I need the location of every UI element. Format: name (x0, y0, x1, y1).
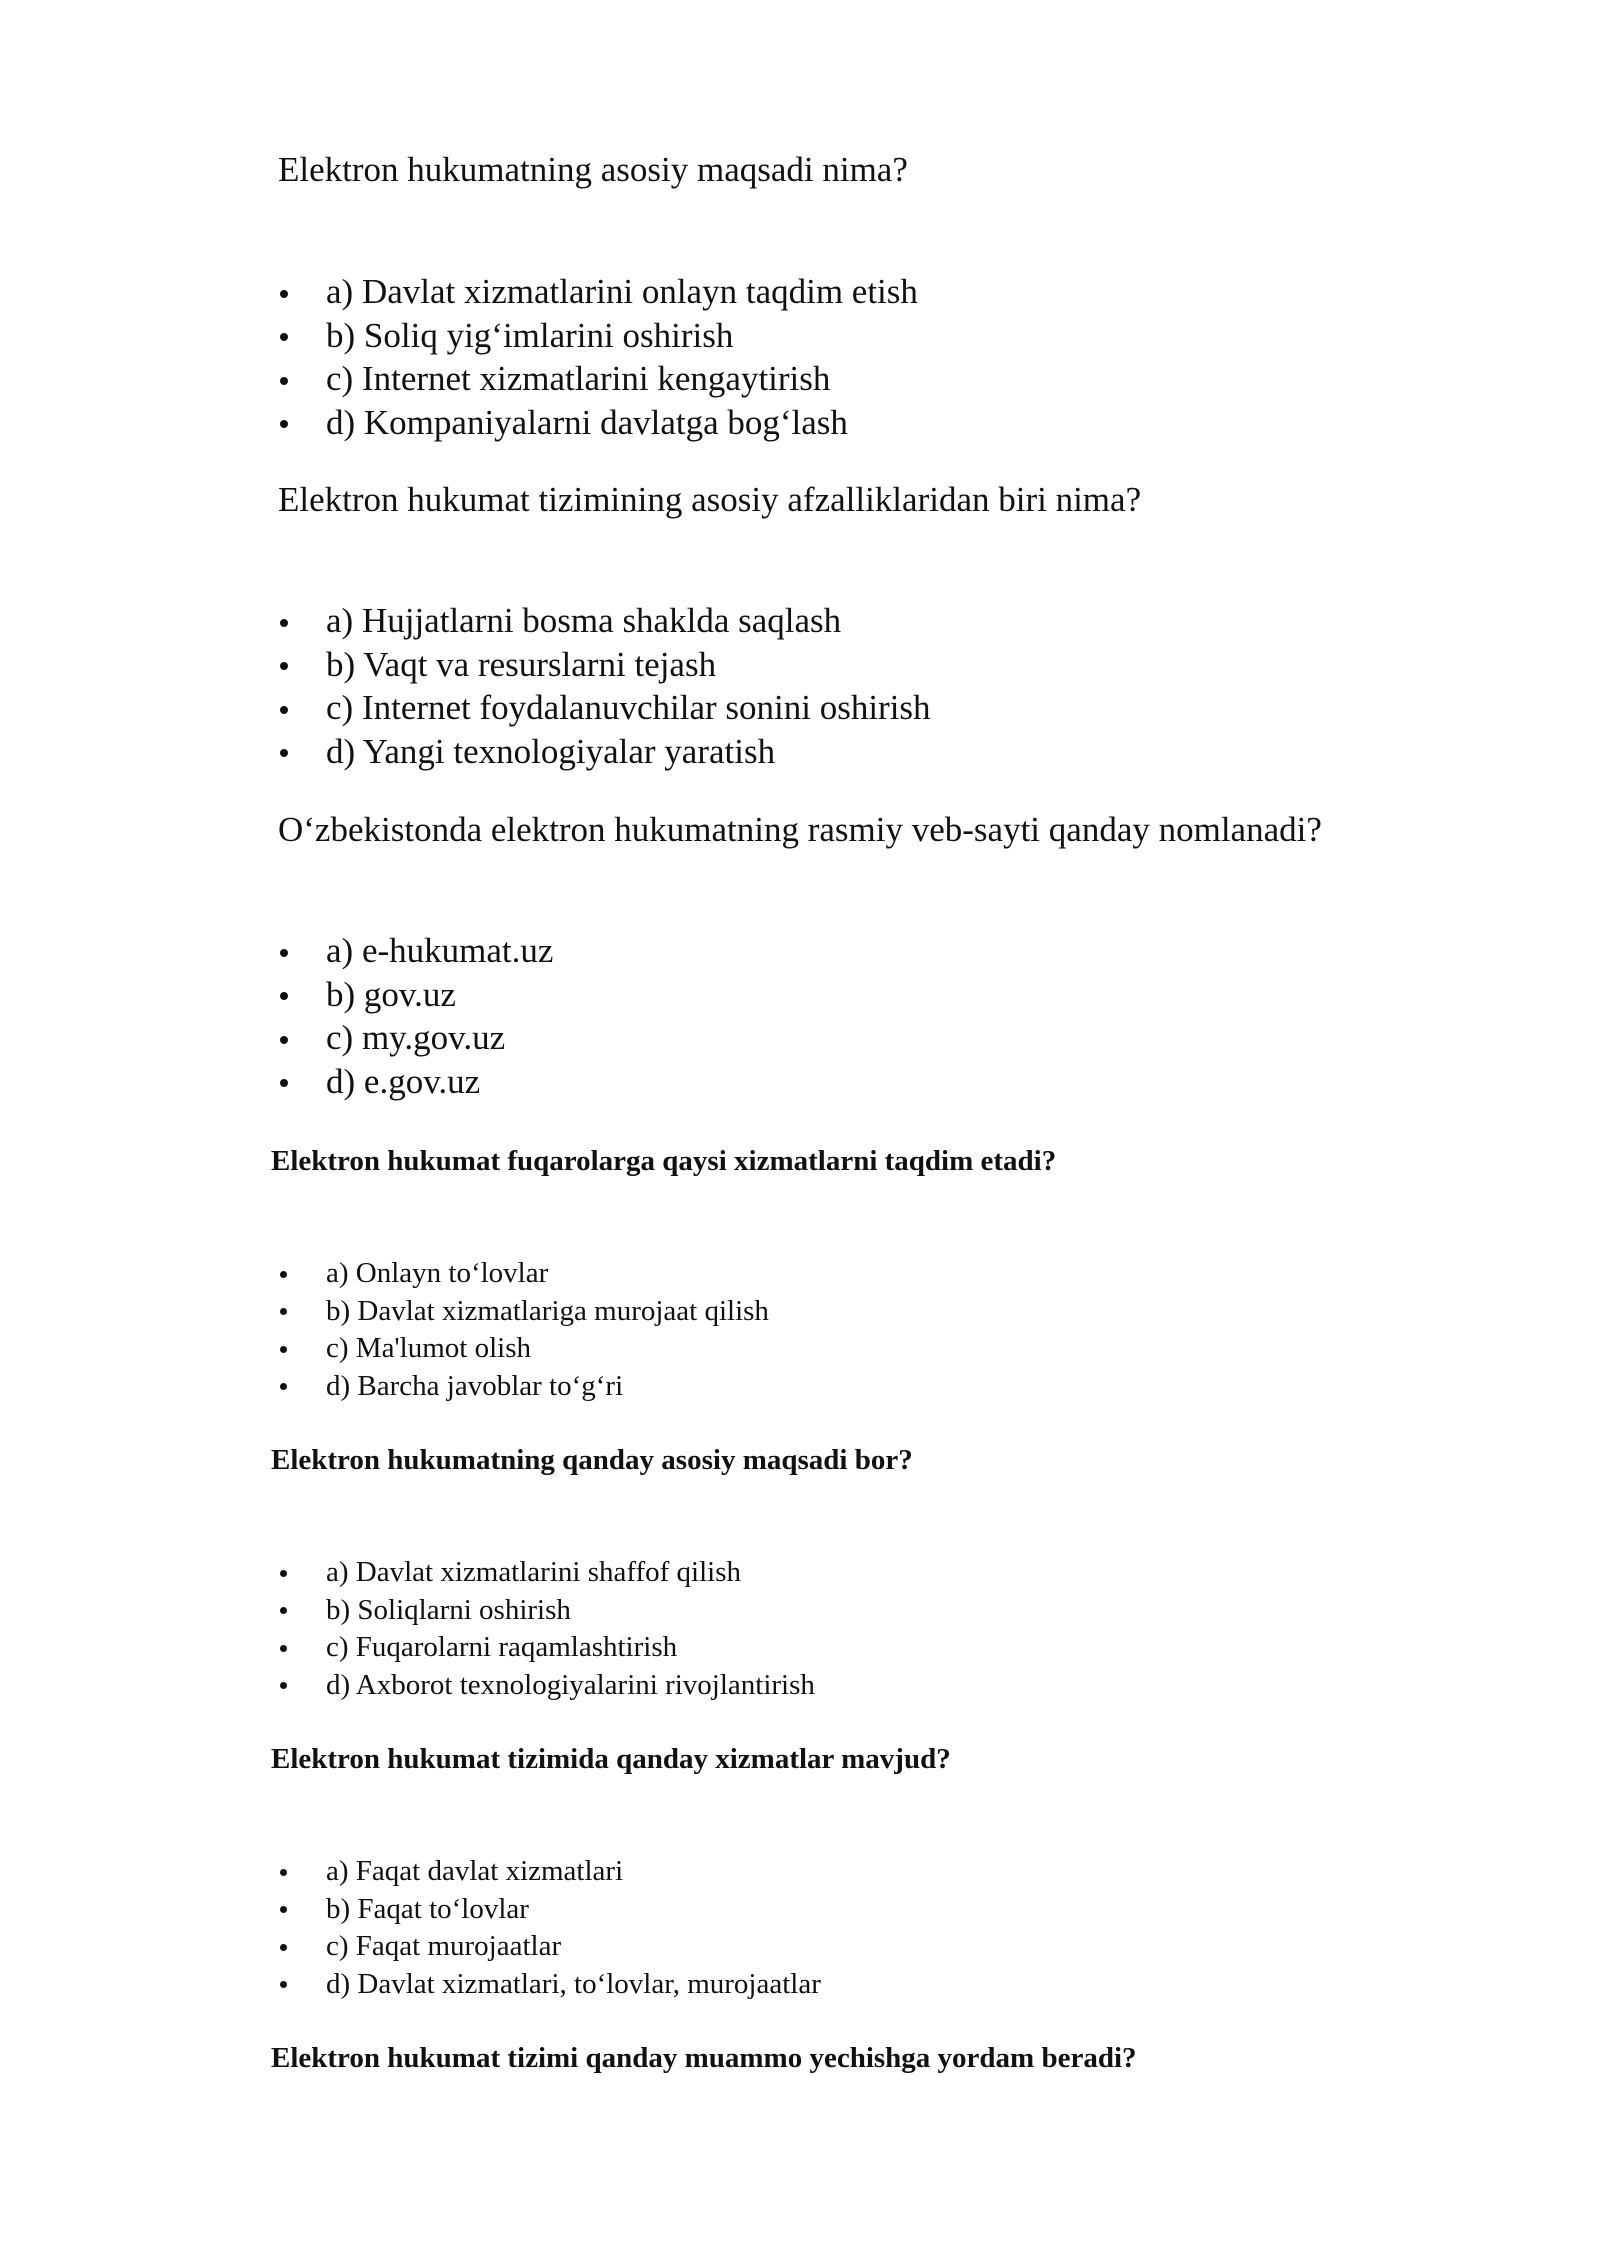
list-item (0, 1891, 821, 1929)
list-item (0, 1629, 815, 1667)
option-label: d) Davlat xizmatlari, to‘lovlar, murojaatlar (326, 1967, 821, 2000)
option-label: a) e-hukumat.uz (326, 931, 554, 970)
list-item (0, 1255, 769, 1293)
list-item (0, 643, 931, 687)
option-label: a) Faqat davlat xizmatlari (326, 1855, 624, 1887)
bullet-icon (280, 1308, 287, 1315)
bullet-icon (280, 1271, 287, 1278)
option-label: a) Davlat xizmatlarini shaffof qilish (326, 1556, 742, 1588)
list-item (0, 270, 918, 314)
list-item (0, 1966, 821, 2004)
bullet-icon (280, 1944, 287, 1951)
bullet-icon (280, 1869, 287, 1876)
bullet-icon (280, 949, 288, 957)
question-2-options (0, 599, 931, 773)
bullet-icon (280, 290, 288, 298)
bullet-icon (280, 1036, 288, 1044)
question-1-text: Elektron hukumatning asosiy maqsadi nima? (278, 150, 908, 189)
question-3-text: O‘zbekistonda elektron hukumatning rasmiy veb-sayti qanday nomlanadi? (278, 810, 1322, 849)
bullet-icon (280, 1607, 287, 1614)
bullet-icon (280, 619, 288, 627)
list-item (0, 686, 931, 730)
bullet-icon (280, 420, 288, 428)
bullet-icon (280, 1981, 287, 1988)
option-label: a) Hujjatlarni bosma shaklda saqlash (326, 601, 842, 640)
question-6-text: Elektron hukumat tizimida qanday xizmatlar mavjud? (271, 1743, 951, 1775)
option-label: d) Yangi texnologiyalar yaratish (326, 731, 776, 771)
option-label: b) Soliq yig‘imlarini oshirish (326, 315, 734, 355)
list-item (0, 1060, 553, 1104)
list-item (0, 1592, 815, 1630)
option-label: b) Davlat xizmatlariga murojaat qilish (326, 1294, 769, 1327)
list-item (0, 401, 918, 445)
option-label: a) Onlayn to‘lovlar (326, 1257, 549, 1289)
bullet-icon (280, 1645, 287, 1652)
bullet-icon (280, 377, 288, 385)
bullet-icon (280, 1570, 287, 1577)
question-6-options (0, 1853, 821, 2003)
question-4-options (0, 1255, 769, 1405)
question-5-text: Elektron hukumatning qanday asosiy maqsadi bor? (271, 1444, 913, 1476)
bullet-icon (280, 1383, 287, 1390)
option-label: c) Faqat murojaatlar (326, 1930, 562, 1962)
option-label: c) Internet xizmatlarini kengaytirish (326, 359, 831, 398)
list-item (0, 1368, 769, 1406)
list-item (0, 1016, 553, 1060)
bullet-icon (280, 1906, 287, 1913)
option-label: d) Barcha javoblar to‘g‘ri (326, 1369, 624, 1402)
option-label: b) Soliqlarni oshirish (326, 1593, 571, 1626)
list-item (0, 730, 931, 774)
list-item (0, 1330, 769, 1368)
bullet-icon (280, 662, 288, 670)
option-label: a) Davlat xizmatlarini onlayn taqdim etish (326, 272, 918, 311)
option-label: c) Internet foydalanuvchilar sonini oshirish (326, 688, 931, 727)
option-label: d) e.gov.uz (326, 1061, 481, 1101)
list-item (0, 973, 553, 1017)
bullet-icon (280, 749, 288, 757)
option-label: c) Ma'lumot olish (326, 1332, 531, 1364)
bullet-icon (280, 706, 288, 714)
bullet-icon (280, 1079, 288, 1087)
list-item (0, 1928, 821, 1966)
list-item (0, 1667, 815, 1705)
list-item (0, 1554, 815, 1592)
option-label: d) Axborot texnologiyalarini rivojlantirish (326, 1668, 815, 1701)
bullet-icon (280, 1346, 287, 1353)
question-3-options (0, 929, 553, 1103)
question-7-text: Elektron hukumat tizimi qanday muammo yechishga yordam beradi? (271, 2042, 1137, 2074)
list-item (0, 599, 931, 643)
question-2-text: Elektron hukumat tizimining asosiy afzalliklaridan biri nima? (278, 480, 1142, 519)
question-4-text: Elektron hukumat fuqarolarga qaysi xizmatlarni taqdim etadi? (271, 1145, 1057, 1177)
option-label: b) gov.uz (326, 974, 456, 1014)
list-item (0, 357, 918, 401)
question-1-options (0, 270, 918, 444)
list-item (0, 929, 553, 973)
option-label: c) Fuqarolarni raqamlashtirish (326, 1631, 678, 1663)
bullet-icon (280, 1682, 287, 1689)
list-item (0, 1853, 821, 1891)
list-item (0, 314, 918, 358)
option-label: b) Faqat to‘lovlar (326, 1892, 529, 1925)
bullet-icon (280, 333, 288, 341)
option-label: c) my.gov.uz (326, 1018, 506, 1057)
option-label: b) Vaqt va resurslarni tejash (326, 644, 717, 684)
question-5-options (0, 1554, 815, 1704)
list-item (0, 1293, 769, 1331)
bullet-icon (280, 992, 288, 1000)
option-label: d) Kompaniyalarni davlatga bog‘lash (326, 402, 848, 442)
